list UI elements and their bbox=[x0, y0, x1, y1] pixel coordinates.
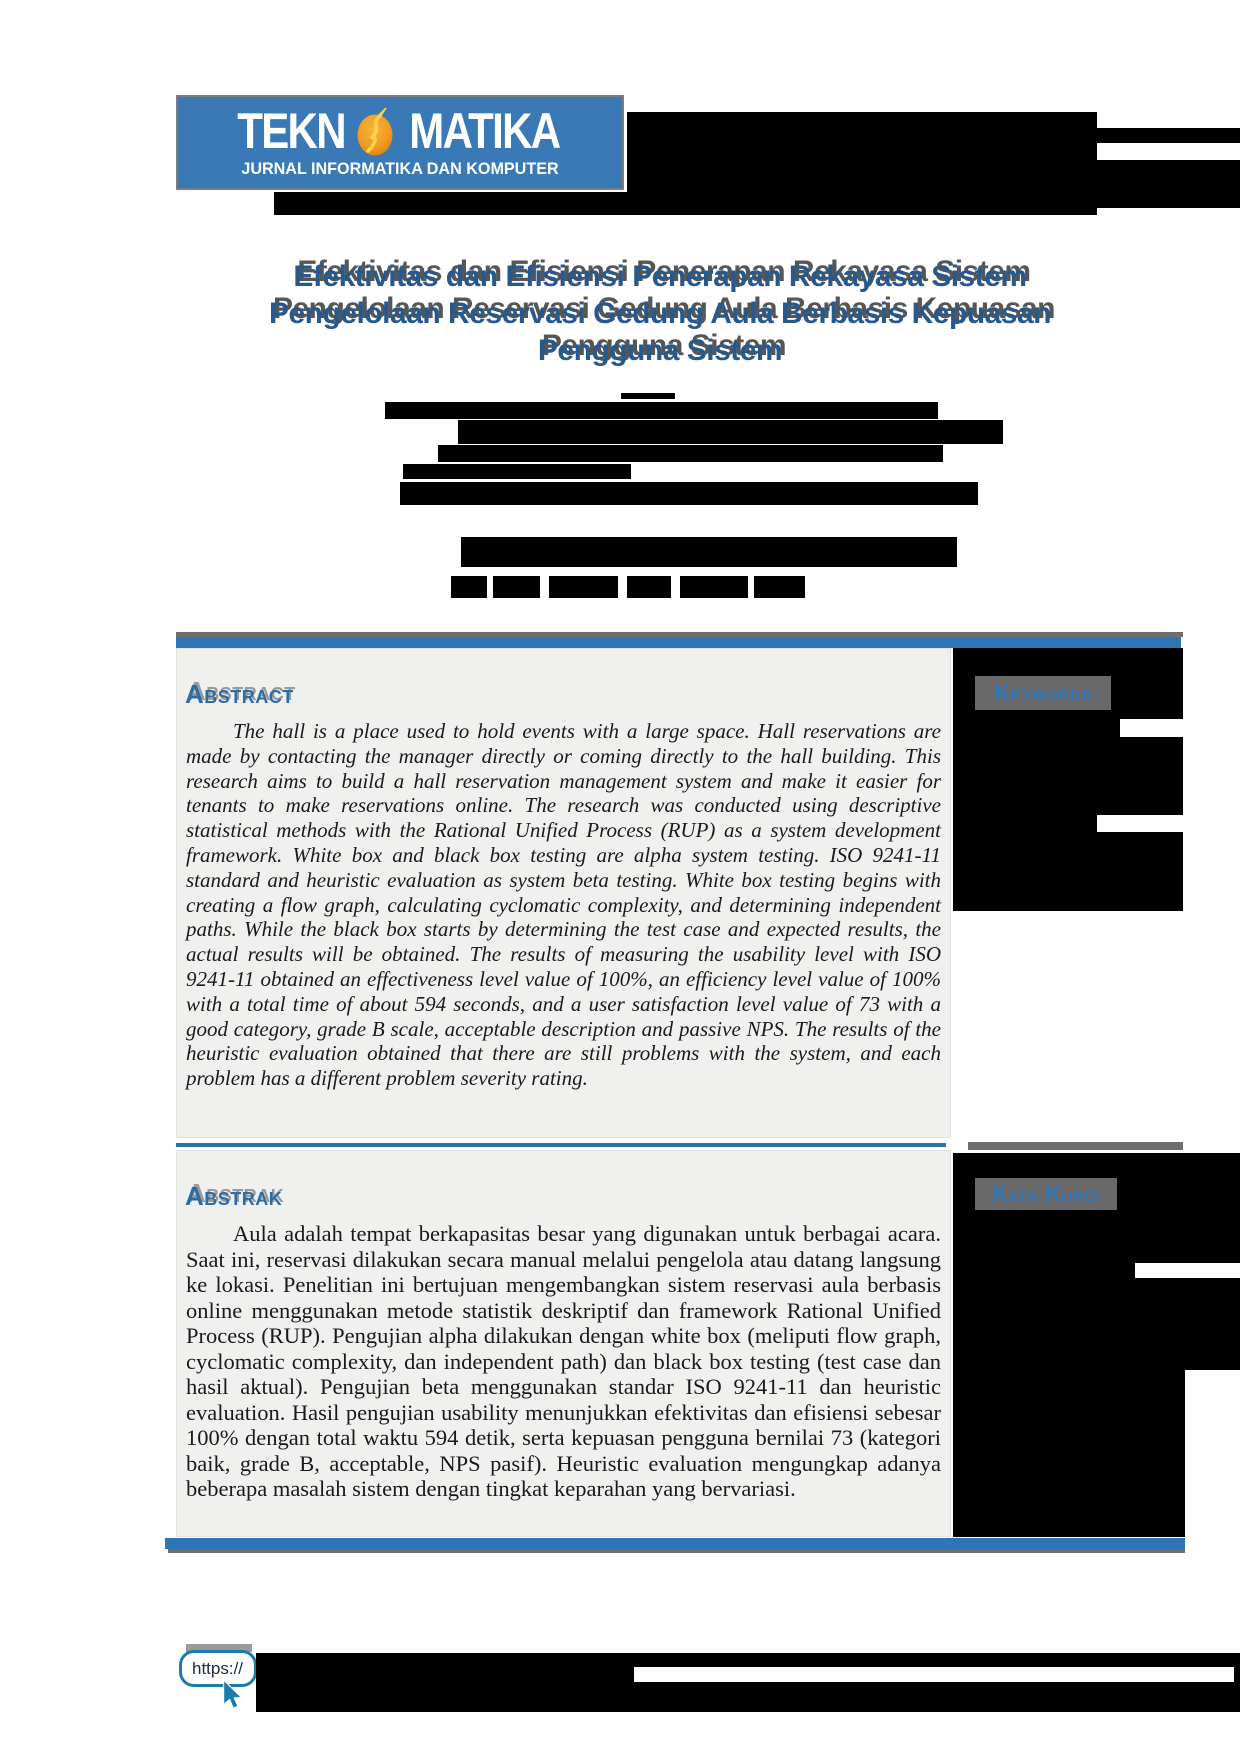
kata-kunci-notch bbox=[1135, 1263, 1240, 1278]
egg-flame-icon bbox=[356, 106, 394, 156]
footer-divider-bar bbox=[165, 1538, 1185, 1549]
article-title-line2: Pengelolaan Reservasi Gedung Aula Berbasis Kepuasan bbox=[268, 297, 1051, 330]
article-title bbox=[140, 258, 1180, 369]
redaction-kata-kunci-block-2 bbox=[953, 1370, 1185, 1537]
redaction-email-seg bbox=[493, 576, 540, 598]
keywords-notch-1 bbox=[1120, 719, 1183, 737]
redaction-affiliation-2 bbox=[403, 464, 631, 479]
redaction-email-seg bbox=[680, 576, 748, 598]
redaction-email-seg bbox=[549, 576, 618, 598]
kata-kunci-shadow-bar bbox=[968, 1142, 1183, 1150]
redaction-affiliation-3 bbox=[400, 482, 978, 505]
redaction-footer-url bbox=[256, 1653, 1240, 1712]
logo-text-left: TEKN bbox=[236, 103, 345, 159]
cursor-pointer-icon bbox=[218, 1680, 248, 1715]
redaction-header-right-thin bbox=[1097, 128, 1240, 143]
article-title-line1: Efektivitas dan Efisiensi Penerapan Rekayasa Sistem bbox=[293, 260, 1027, 293]
abstract-box bbox=[176, 648, 951, 1138]
redaction-email-seg bbox=[451, 576, 487, 598]
redaction-email-seg bbox=[754, 576, 805, 598]
abstract-heading: Abstract bbox=[185, 679, 294, 709]
divider-bar-top bbox=[176, 637, 1181, 648]
abstract-separator-rule bbox=[176, 1143, 946, 1147]
abstrak-box bbox=[176, 1150, 951, 1537]
redaction-under-logo bbox=[274, 192, 1097, 215]
abstrak-heading: Abstrak bbox=[185, 1181, 283, 1211]
article-url-text: https:// bbox=[192, 1659, 244, 1678]
footer-notch bbox=[634, 1667, 1234, 1682]
journal-tagline: JURNAL INFORMATIKA DAN KOMPUTER bbox=[241, 159, 559, 178]
article-title-line3: Pengguna Sistem bbox=[537, 334, 783, 367]
redaction-authors-1 bbox=[385, 402, 938, 419]
footer-divider-shadow bbox=[168, 1549, 1185, 1553]
kata-kunci-heading: Kata Kunci bbox=[975, 1178, 1117, 1210]
journal-logo-wordmark bbox=[178, 105, 622, 157]
journal-logo bbox=[176, 95, 624, 190]
redaction-authors-2 bbox=[458, 420, 1003, 444]
abstract-text: The hall is a place used to hold events with a large space. Hall reservations are made by contacting the manager directly or coming directly to the hall building. This research aims to build a hall reservation management system and make it easier for tenants to make reservations online. The research was conducted using descriptive statistical methods with the Rational Unified Process (RUP) as a system development framework. White box and black box testing are alpha system testing. ISO 9241-11 standard and heuristic evaluation as system beta testing. White box testing begins with creating a flow graph, calculating cyclomatic complexity, and determining independent paths. While the black box starts by determining the test case and expected results, the actual results will be obtained. The results of measuring the usability level with ISO 9241-11 obtained an effectiveness level value of 100%, an efficiency level value of 100% with a total time of about 594 seconds, and a user satisfaction level value of 73 with a good category, grade B scale, acceptable description and passive NPS. The results of the heuristic evaluation obtained that there are still problems with the system, and each problem has a different problem severity rating. bbox=[186, 719, 941, 1091]
logo-text-right: MATIKA bbox=[408, 103, 560, 159]
keywords-notch-2 bbox=[1097, 815, 1183, 832]
redaction-affiliation-4 bbox=[461, 537, 957, 567]
redaction-email-seg bbox=[627, 576, 671, 598]
redaction-title-sub bbox=[621, 393, 675, 399]
redaction-header-right-block bbox=[1097, 160, 1240, 208]
abstrak-text: Aula adalah tempat berkapasitas besar yang digunakan untuk berbagai acara. Saat ini, reservasi dilakukan secara manual melalui pengelola atau datang langsung ke lokasi. Penelitian ini bertujuan mengembangkan sistem reservasi aula berbasis online menggunakan metode statistik deskriptif dan framework Rational Unified Process (RUP). Pengujian alpha dilakukan dengan white box (meliputi flow graph, cyclomatic complexity, dan independent path) dan black box testing (test case dan hasil aktual). Pengujian beta menggunakan standar ISO 9241-11 dan heuristic evaluation. Hasil pengujian usability menunjukkan efektivitas dan efisiensi sebesar 100% dengan total waktu 594 detik, serta kepuasan pengguna bernilai 73 (kategori baik, grade B, acceptable, NPS pasif). Heuristic evaluation mengungkap adanya beberapa masalah sistem dengan tingkat keparahan yang bervariasi. bbox=[186, 1221, 941, 1501]
keywords-heading: Keywords bbox=[975, 676, 1111, 710]
redaction-affiliation-1 bbox=[438, 445, 943, 462]
